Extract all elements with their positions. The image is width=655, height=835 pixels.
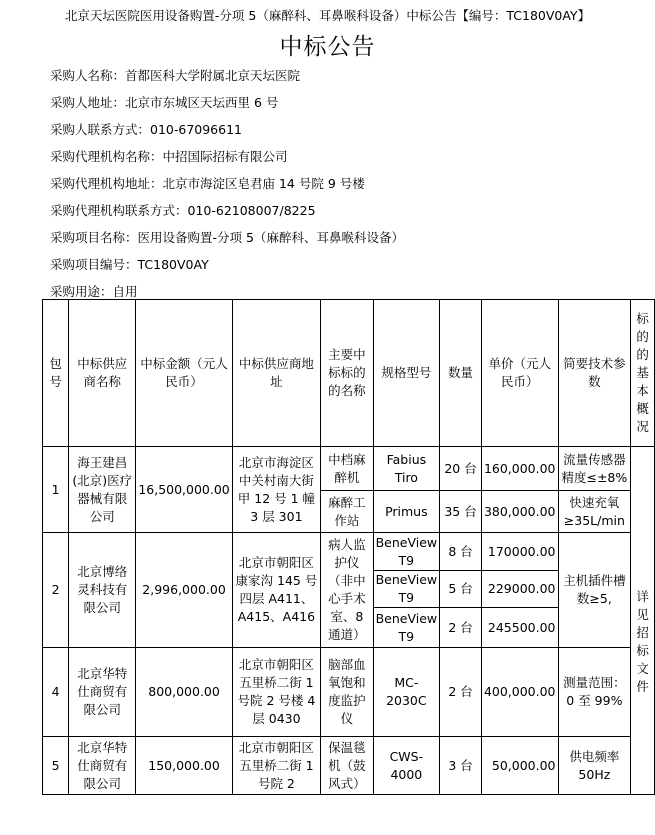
cell-quantity: 3 台	[440, 737, 482, 795]
cell-quantity: 2 台	[440, 648, 482, 737]
cell-address: 北京市朝阳区五里桥二街 1 号院 2 号楼 4 层 0430	[232, 648, 320, 737]
cell-package: 5	[43, 737, 69, 795]
agency-name: 采购代理机构名称：中招国际招标有限公司	[50, 149, 288, 164]
agency-contact: 采购代理机构联系方式：010-62108007/8225	[50, 203, 316, 218]
cell-overview: 详见招标文件	[631, 491, 655, 795]
cell-amount: 16,500,000.00	[136, 447, 232, 533]
header-amount: 中标金额（元人民币）	[136, 300, 232, 447]
cell-unit-price: 229000.00	[481, 571, 558, 608]
cell-spec: 流量传感器精度≤±8%	[558, 447, 631, 491]
project-number: 采购项目编号：TC180V0AY	[50, 257, 209, 272]
cell-supplier: 北京博络灵科技有限公司	[69, 533, 136, 648]
header-overview: 标的的基本概况	[631, 300, 655, 447]
purchaser-address: 采购人地址：北京市东城区天坛西里 6 号	[50, 95, 279, 110]
table-row	[43, 533, 655, 571]
header-spec: 简要技术参数	[558, 300, 631, 447]
cell-overview-top	[631, 447, 655, 491]
cell-unit-price: 400,000.00	[481, 648, 558, 737]
cell-model: MC-2030C	[373, 648, 440, 737]
header-supplier: 中标供应商名称	[69, 300, 136, 447]
cell-model: BeneView T9	[373, 533, 440, 571]
project-name: 采购项目名称：医用设备购置-分项 5（麻醉科、耳鼻喉科设备）	[50, 230, 404, 245]
cell-quantity: 20 台	[440, 447, 482, 491]
document-header: 北京天坛医院医用设备购置-分项 5（麻醉科、耳鼻喉科设备）中标公告【编号：TC180V0AY】	[64, 8, 591, 23]
cell-item-name: 保温毯机（鼓风式）	[321, 737, 374, 795]
cell-supplier: 海王建昌(北京)医疗器械有限公司	[69, 447, 136, 533]
cell-spec: 测量范围：0 至 99%	[558, 648, 631, 737]
table-row	[43, 447, 655, 491]
header-address: 中标供应商地址	[232, 300, 320, 447]
cell-amount: 800,000.00	[136, 648, 232, 737]
cell-model: Fabius Tiro	[373, 447, 440, 491]
cell-package: 2	[43, 533, 69, 648]
purchaser-name: 采购人名称：首都医科大学附属北京天坛医院	[50, 68, 301, 83]
cell-model: BeneView T9	[373, 571, 440, 608]
header-unit-price: 单价（元人民币）	[481, 300, 558, 447]
purchaser-contact: 采购人联系方式：010-67096611	[50, 122, 242, 137]
cell-unit-price: 50,000.00	[481, 737, 558, 795]
cell-address: 北京市海淀区中关村南大街甲 12 号 1 幢 3 层 301	[232, 447, 320, 533]
cell-unit-price: 245500.00	[481, 608, 558, 648]
table-header-row	[43, 300, 655, 447]
cell-amount: 2,996,000.00	[136, 533, 232, 648]
cell-unit-price: 380,000.00	[481, 491, 558, 533]
cell-quantity: 8 台	[440, 533, 482, 571]
cell-spec: 快速充氧≥35L/min	[558, 491, 631, 533]
cell-model: CWS-4000	[373, 737, 440, 795]
cell-spec: 供电频率 50Hz	[558, 737, 631, 795]
cell-spec: 主机插件槽数≥5,	[558, 533, 631, 648]
cell-supplier: 北京华特仕商贸有限公司	[69, 648, 136, 737]
cell-quantity: 5 台	[440, 571, 482, 608]
header-model: 规格型号	[373, 300, 440, 447]
agency-address: 采购代理机构地址：北京市海淀区皂君庙 14 号院 9 号楼	[50, 176, 365, 191]
table-row	[43, 737, 655, 795]
procurement-purpose: 采购用途：自用	[50, 284, 138, 299]
cell-model: Primus	[373, 491, 440, 533]
cell-item-name: 脑部血氧饱和度监护仪	[321, 648, 374, 737]
cell-amount: 150,000.00	[136, 737, 232, 795]
cell-package: 1	[43, 447, 69, 533]
cell-item-name: 中档麻醉机	[321, 447, 374, 491]
cell-unit-price: 170000.00	[481, 533, 558, 571]
cell-supplier: 北京华特仕商贸有限公司	[69, 737, 136, 795]
cell-address: 北京市朝阳区康家沟 145 号四层 A411、A415、A416	[232, 533, 320, 648]
cell-item-name: 麻醉工作站	[321, 491, 374, 533]
header-item-name: 主要中标标的的名称	[321, 300, 374, 447]
cell-quantity: 2 台	[440, 608, 482, 648]
cell-item-name: 病人监护仪（非中心手术室、8 通道）	[321, 533, 374, 648]
header-package: 包号	[43, 300, 69, 447]
header-quantity: 数量	[440, 300, 482, 447]
award-table	[42, 299, 655, 795]
cell-package: 4	[43, 648, 69, 737]
cell-model: BeneView T9	[373, 608, 440, 648]
cell-unit-price: 160,000.00	[481, 447, 558, 491]
page-title: 中标公告	[279, 34, 376, 60]
table-row	[43, 648, 655, 737]
cell-address: 北京市朝阳区五里桥二街 1 号院 2	[232, 737, 320, 795]
cell-quantity: 35 台	[440, 491, 482, 533]
